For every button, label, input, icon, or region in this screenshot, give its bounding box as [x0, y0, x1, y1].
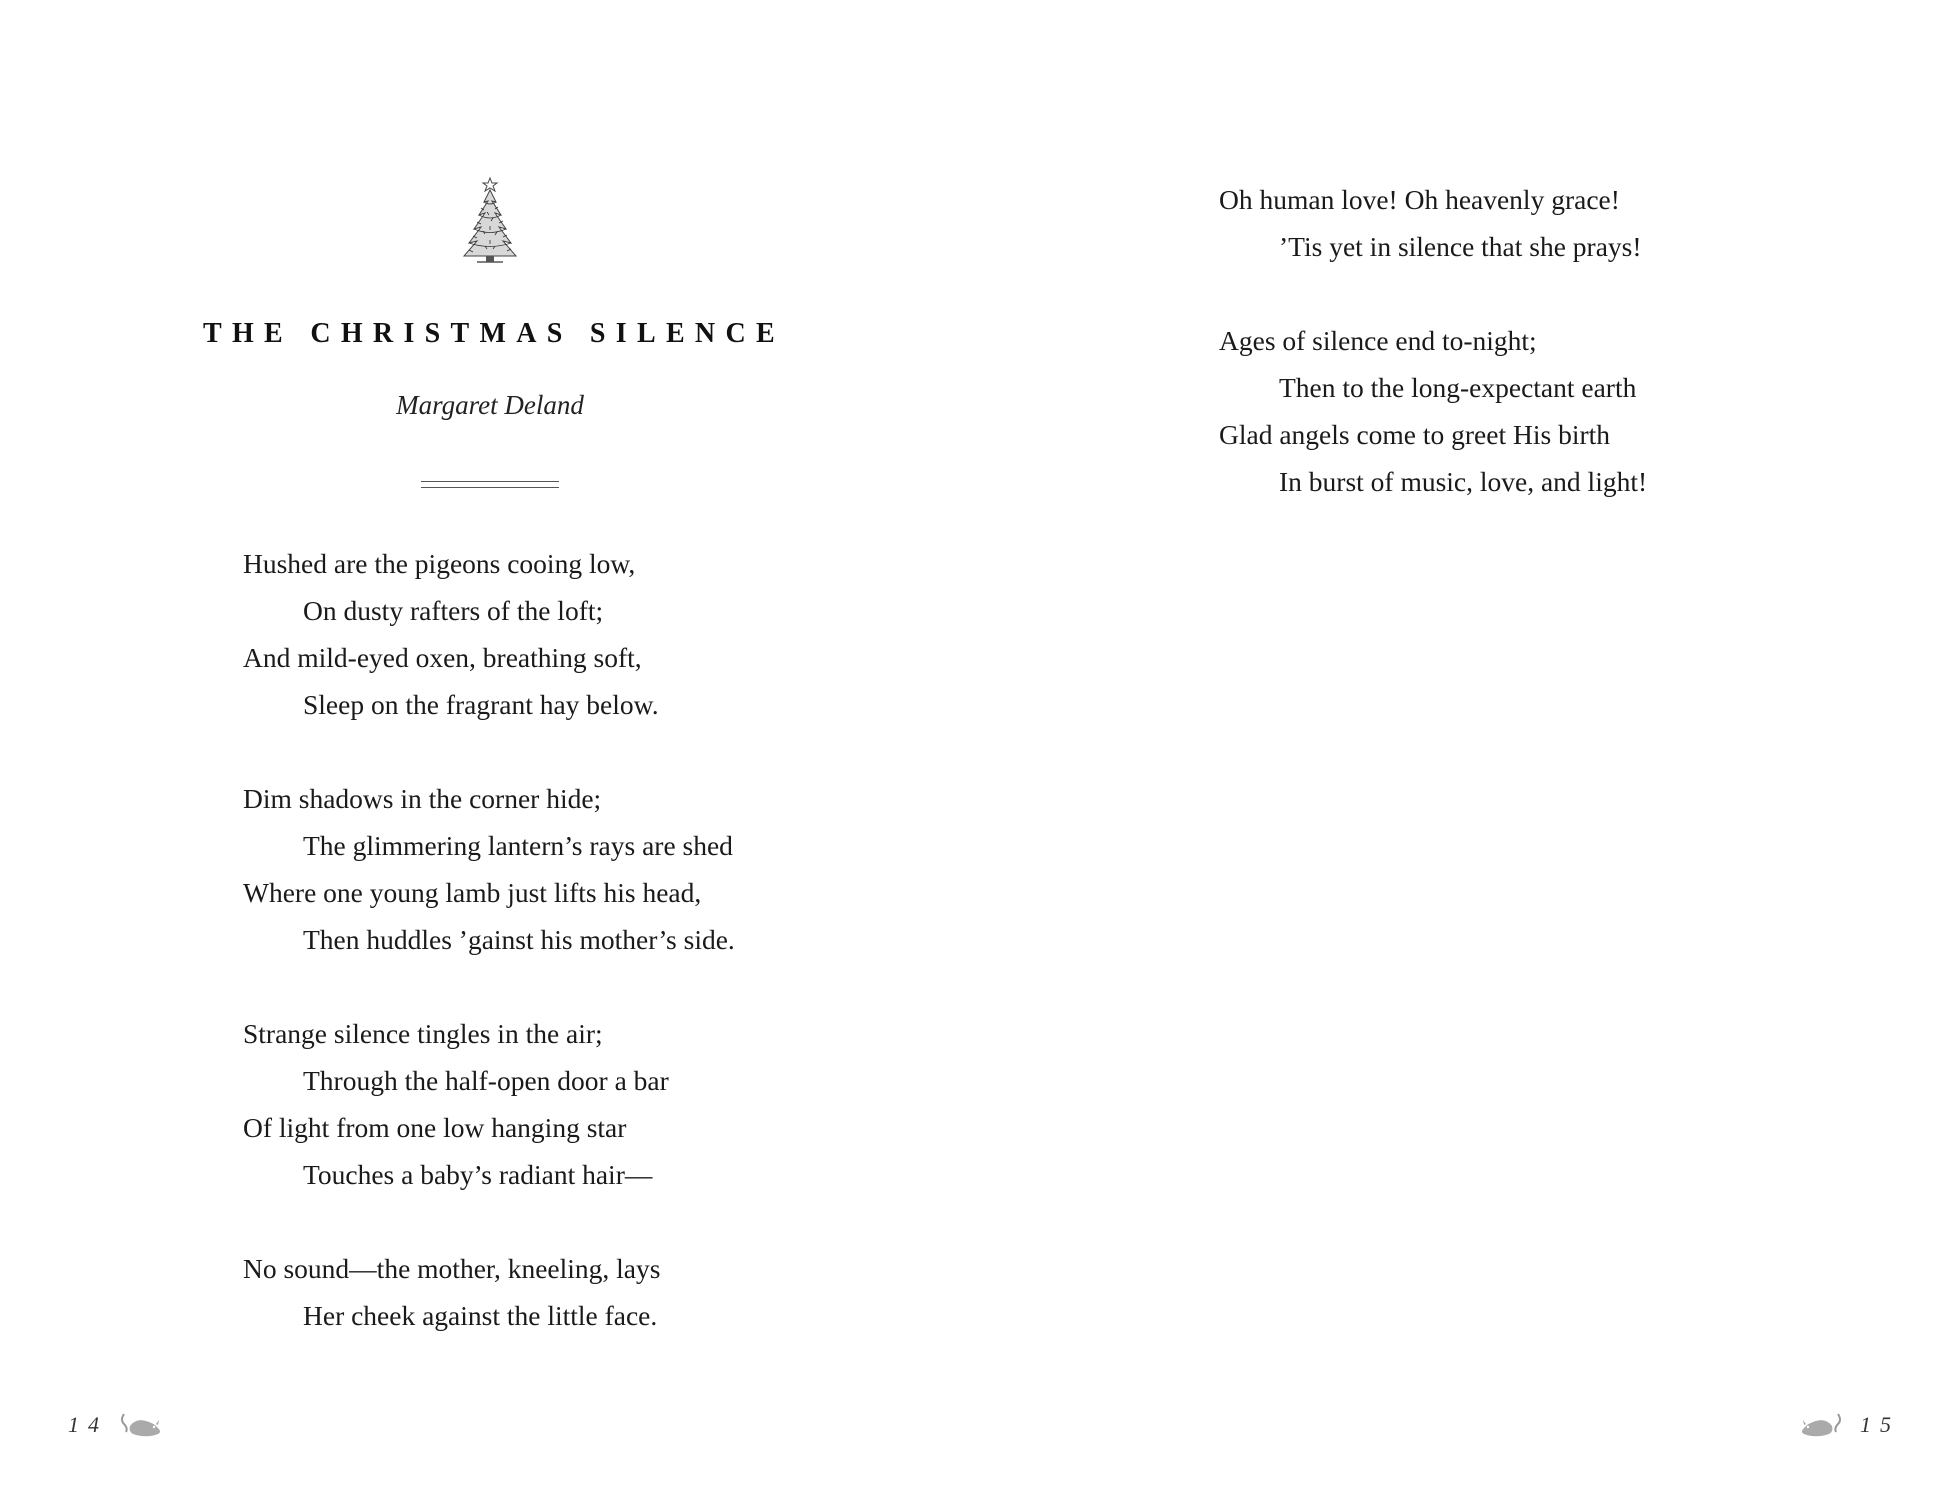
poem-line: Dim shadows in the corner hide; [243, 783, 602, 814]
poem-line: Of light from one low hanging star [243, 1112, 627, 1143]
poem-line: No sound—the mother, kneeling, lays [243, 1253, 661, 1284]
poem-title: THE CHRISTMAS SILENCE [203, 318, 785, 349]
stanza-break [243, 963, 735, 1010]
stanza-break [243, 728, 735, 775]
poem-line: Oh human love! Oh heavenly grace! [1219, 184, 1620, 215]
poem-line: Through the half-open door a bar [303, 1065, 669, 1096]
stanza-break [1219, 270, 1647, 317]
christmas-tree-icon [457, 176, 523, 266]
poem-body-left [243, 540, 735, 1339]
poem-author: Margaret Deland [396, 390, 584, 420]
poem-line: ’Tis yet in silence that she prays! [1279, 231, 1642, 262]
poem-line: Touches a baby’s radiant hair— [303, 1159, 653, 1190]
page-number-right: 15 [1860, 1412, 1900, 1437]
poem-line: Where one young lamb just lifts his head, [243, 877, 702, 908]
squirrel-ornament-icon [118, 1408, 166, 1440]
poem-line: Hushed are the pigeons cooing low, [243, 548, 636, 579]
poem-line: In burst of music, love, and light! [1279, 466, 1648, 497]
poem-line: Sleep on the fragrant hay below. [303, 689, 659, 720]
poem-line: Glad angels come to greet His birth [1219, 419, 1611, 450]
stanza-break [243, 1198, 735, 1245]
poem-line: Her cheek against the little face. [303, 1300, 658, 1331]
squirrel-ornament-icon [1796, 1408, 1844, 1440]
poem-line: Strange silence tingles in the air; [243, 1018, 603, 1049]
poem-line: Ages of silence end to-night; [1219, 325, 1537, 356]
poem-line: On dusty rafters of the loft; [303, 595, 604, 626]
poem-line: Then huddles ’gainst his mother’s side. [303, 924, 735, 955]
double-rule-divider [421, 481, 559, 488]
poem-line: And mild-eyed oxen, breathing soft, [243, 642, 642, 673]
poem-body-right [1219, 176, 1647, 505]
page-number-left: 14 [68, 1412, 108, 1437]
poem-line: Then to the long-expectant earth [1279, 372, 1637, 403]
poem-line: The glimmering lantern’s rays are shed [303, 830, 733, 861]
